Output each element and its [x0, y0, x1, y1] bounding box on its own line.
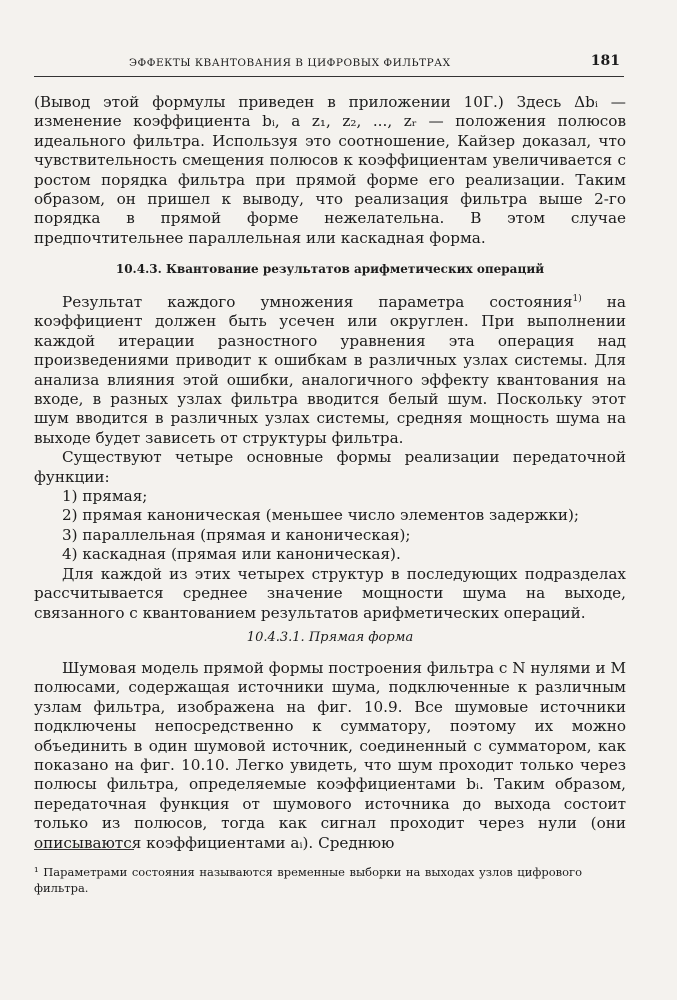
- subsection-heading: 10.4.3.1. Прямая форма: [246, 630, 414, 645]
- footnote-divider: [34, 849, 134, 850]
- subsection-paragraph: Шумовая модель прямой формы построения фильтра с N нулями и M полюсами, содержащая источники шума, подключенные к различным узлам фильтра, изображена на фиг. 10.9. Все шумовые источники подключены непосредственно к сумматору, поэтому их можно объединить в один шумовой источник, соединенный с сумматором, как показано на фиг. 10.10. Легко увидеть, что шум проходит только через полюсы фильтра, определяемые коэффициентами bᵢ. Таким образом, передаточная функция от шумового источника до выхода состоит только из полюсов, тогда как сигнал проходит через нули (они описываются коэффициентами aᵢ). Среднюю: [34, 659, 626, 852]
- page-number: 181: [590, 53, 620, 69]
- forms-list: [34, 487, 626, 565]
- list-item: 1) прямая;: [62, 487, 148, 506]
- footnote-reference: 1): [572, 293, 582, 304]
- list-item: 2) прямая каноническая (меньшее число элементов задержки);: [62, 506, 580, 525]
- running-header: [34, 48, 624, 77]
- paragraph-1-rest: на коэффициент должен быть усечен или округлен. При выполнении каждой итерации разностного уравнения эта операция над произведениями приводит к ошибкам в различных узлах системы. Для анализа влияния этой ошибки, аналогичного эффекту квантования на входе, в разных узлах фильтра вводится белый шум. Поскольку этот шум вводится в различных узлах системы, средняя мощность шума на выходе будет зависеть от структуры фильтра.: [34, 293, 626, 447]
- footnote: [34, 864, 582, 896]
- intro-block: [34, 93, 626, 248]
- section-body: [34, 293, 626, 623]
- section-paragraph-1: [34, 293, 626, 448]
- paragraph-1-start: Результат каждого умножения параметра состояния: [62, 293, 573, 311]
- intro-paragraph: (Вывод этой формулы приведен в приложении 10Г.) Здесь Δbᵢ — изменение коэффициента bᵢ, а z₁, z₂, ..., zᵣ — положения полюсов идеального фильтра. Используя это соотношение, Кайзер доказал, что чувствительность смещения полюсов к коэффициентам увеличивается с ростом порядка фильтра при прямой форме его реализации. Таким образом, он пришел к выводу, что реализация фильтра выше 2-го порядка в прямой форме нежелательна. В этом случае предпочтительнее параллельная или каскадная форма.: [34, 93, 626, 247]
- section-paragraph-2: Существуют четыре основные формы реализации передаточной функции:: [34, 448, 626, 486]
- subsection-body: [34, 659, 626, 853]
- footnote-text: Параметрами состояния называются временные выборки на выходах узлов цифрового фильтра.: [34, 865, 582, 895]
- list-item: 4) каскадная (прямая или каноническая).: [62, 545, 401, 564]
- section-paragraph-3: Для каждой из этих четырех структур в последующих подразделах рассчитывается среднее значение мощности шума на выходе, связанного с квантованием результатов арифметических операций.: [34, 564, 626, 622]
- list-item: 3) параллельная (прямая и каноническая);: [62, 525, 411, 544]
- footnote-mark: ¹: [34, 865, 39, 879]
- running-title: ЭФФЕКТЫ КВАНТОВАНИЯ В ЦИФРОВЫХ ФИЛЬТРАХ: [129, 57, 451, 69]
- section-heading: 10.4.3. Квантование результатов арифметических операций: [115, 262, 545, 276]
